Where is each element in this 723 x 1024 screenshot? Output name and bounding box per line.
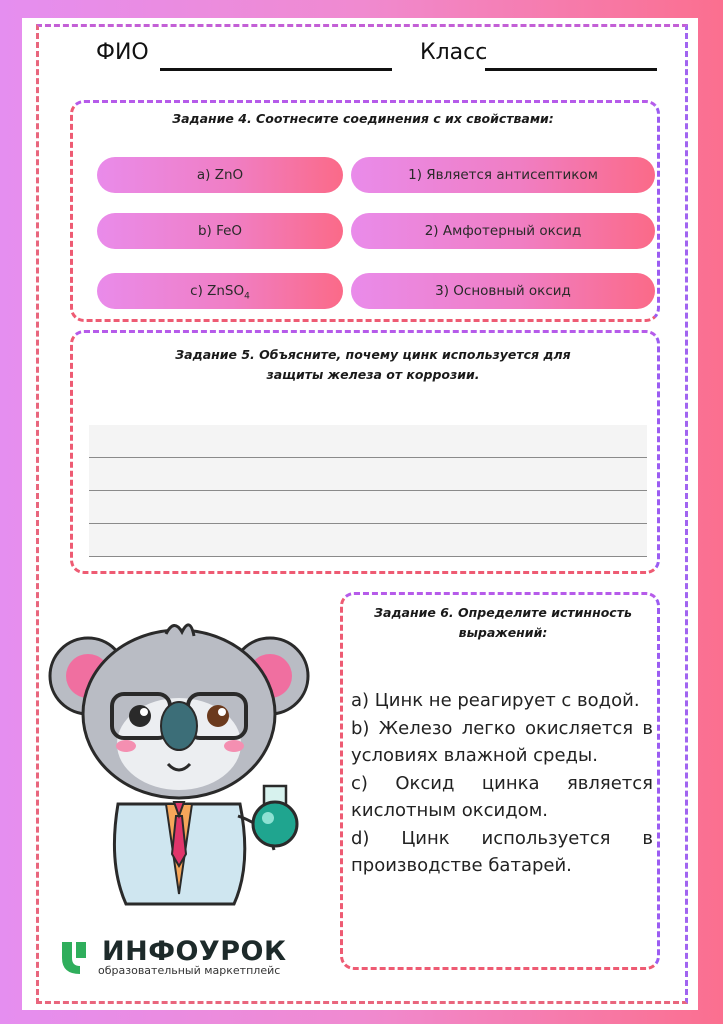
header xyxy=(96,40,676,76)
class-label: Класс xyxy=(420,40,488,65)
task4-title: Задание 4. Соотнесите соединения с их свойствами: xyxy=(172,111,554,126)
compound-znso4[interactable]: c) ZnSO$_4$ xyxy=(97,273,343,309)
task5-title: Задание 5. Объясните, почему цинк используется для защиты железа от коррозии. xyxy=(175,347,571,382)
class-field[interactable] xyxy=(485,68,657,71)
statement-item: b) Железо легко окисляется в условиях влажной среды. xyxy=(351,717,653,766)
logo-subtitle: образовательный маркетплейс xyxy=(98,964,281,977)
task4-box xyxy=(70,100,660,322)
property-antiseptic[interactable]: 1) Является антисептиком xyxy=(351,157,655,193)
infourok-logo[interactable] xyxy=(60,934,300,982)
logo-icon xyxy=(60,938,94,974)
fio-label: ФИО xyxy=(96,40,149,65)
statement-item: a) Цинк не реагирует с водой. xyxy=(351,690,640,711)
compound-zno[interactable]: a) ZnO xyxy=(97,157,343,193)
fio-field[interactable] xyxy=(160,68,392,71)
statement-item: d) Цинк используется в производстве батарей. xyxy=(351,827,653,876)
answer-line[interactable] xyxy=(89,425,647,458)
task5-box xyxy=(70,330,660,574)
property-basic-oxide[interactable]: 3) Основный оксид xyxy=(351,273,655,309)
answer-line[interactable] xyxy=(89,458,647,491)
logo-brand: ИНФОУРОК xyxy=(102,936,287,967)
property-amphoteric[interactable]: 2) Амфотерный оксид xyxy=(351,213,655,249)
compound-feo[interactable]: b) FeO xyxy=(97,213,343,249)
statement-list xyxy=(351,687,653,880)
koala-scientist-illustration xyxy=(48,604,310,914)
answer-lines[interactable] xyxy=(89,425,647,557)
answer-line[interactable] xyxy=(89,524,647,557)
task6-box xyxy=(340,592,660,970)
answer-line[interactable] xyxy=(89,491,647,524)
task6-title: Задание 6. Определите истинность выражений: xyxy=(374,605,632,640)
statement-item: c) Оксид цинка является кислотным оксидом. xyxy=(351,772,653,821)
